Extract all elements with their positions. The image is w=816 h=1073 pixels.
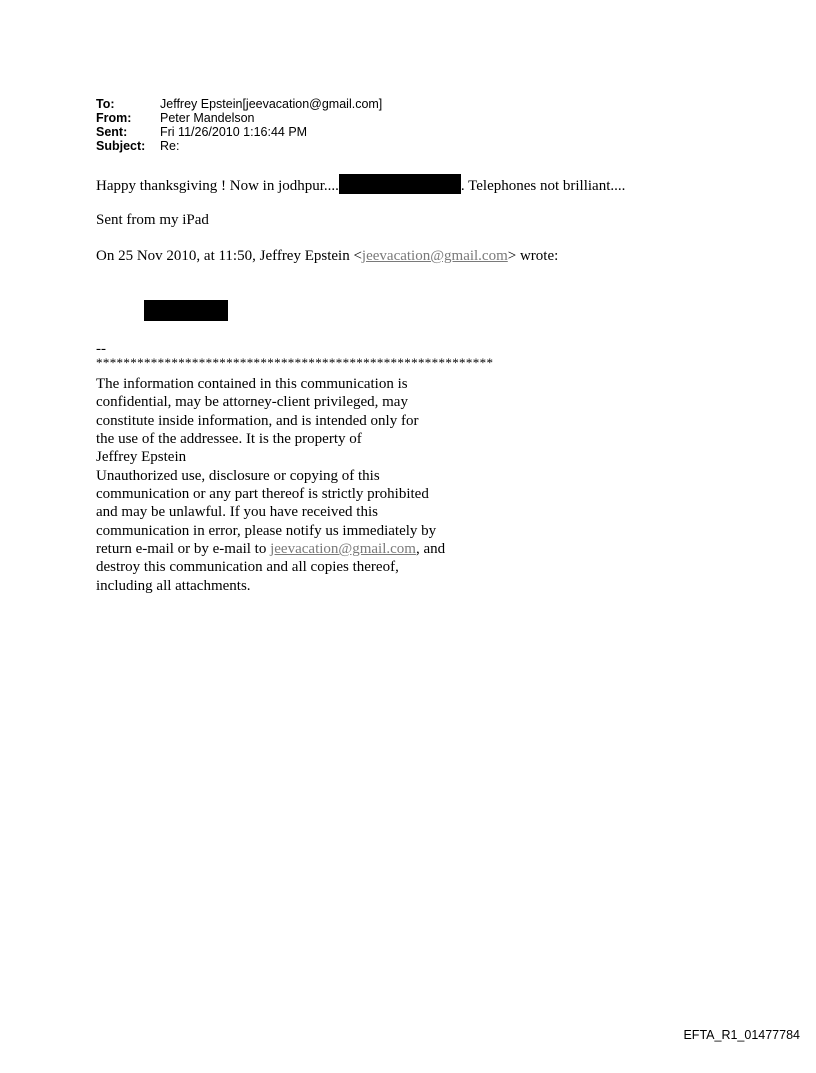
sent-label: Sent: (96, 125, 128, 139)
disclaimer-line: communication in error, please notify us immediately by (96, 522, 437, 539)
disclaimer-email-link[interactable]: jeevacation@gmail.com (270, 541, 416, 558)
sent-value: Fri 11/26/2010 1:16:44 PM (160, 125, 308, 139)
message-text-after: . Telephones not brilliant.... (460, 178, 626, 194)
from-label: From: (96, 111, 132, 125)
document-id: EFTA_R1_01477784 (683, 1028, 800, 1042)
disclaimer-line: and may be unlawful. If you have received this (96, 504, 378, 521)
signature-dashes: -- (96, 341, 106, 357)
sent-row (96, 125, 382, 139)
subject-row (96, 139, 382, 153)
quote-email-link[interactable]: jeevacation@gmail.com (361, 248, 508, 264)
message-text-before: Happy thanksgiving ! Now in jodhpur.... (96, 178, 339, 194)
signature-stars: ********************************************************** (96, 355, 494, 370)
to-row (96, 97, 382, 111)
disclaimer-text: return e-mail or by e-mail to (96, 541, 271, 558)
confidentiality-disclaimer (96, 375, 445, 595)
redaction-block (339, 174, 461, 194)
to-label: To: (96, 97, 115, 111)
disclaimer-line: the use of the addressee. It is the property of (96, 431, 362, 448)
disclaimer-line: Jeffrey Epstein (96, 449, 187, 466)
disclaimer-line: constitute inside information, and is intended only for (96, 412, 419, 429)
disclaimer-text: , and (415, 541, 446, 558)
message-line (96, 174, 625, 195)
sent-from-line: Sent from my iPad (96, 212, 209, 228)
disclaimer-line (96, 540, 445, 558)
disclaimer-line: including all attachments. (96, 577, 251, 594)
disclaimer-line: communication or any part thereof is strictly prohibited (96, 486, 429, 503)
disclaimer-line: Unauthorized use, disclosure or copying of this (96, 467, 380, 484)
to-value: Jeffrey Epstein[jeevacation@gmail.com] (160, 97, 383, 111)
subject-label: Subject: (96, 139, 146, 153)
subject-value: Re: (160, 139, 180, 153)
quote-text-after: > wrote: (507, 248, 559, 264)
disclaimer-line: The information contained in this communication is (96, 376, 408, 392)
quote-line (96, 247, 558, 265)
from-value: Peter Mandelson (160, 111, 255, 125)
from-row (96, 111, 382, 125)
quoted-redaction-block (144, 300, 228, 321)
quote-text-before: On 25 Nov 2010, at 11:50, Jeffrey Epstein < (96, 248, 362, 264)
disclaimer-line: destroy this communication and all copies thereof, (96, 559, 399, 576)
email-header (96, 97, 382, 153)
disclaimer-line: confidential, may be attorney-client privileged, may (96, 394, 408, 411)
